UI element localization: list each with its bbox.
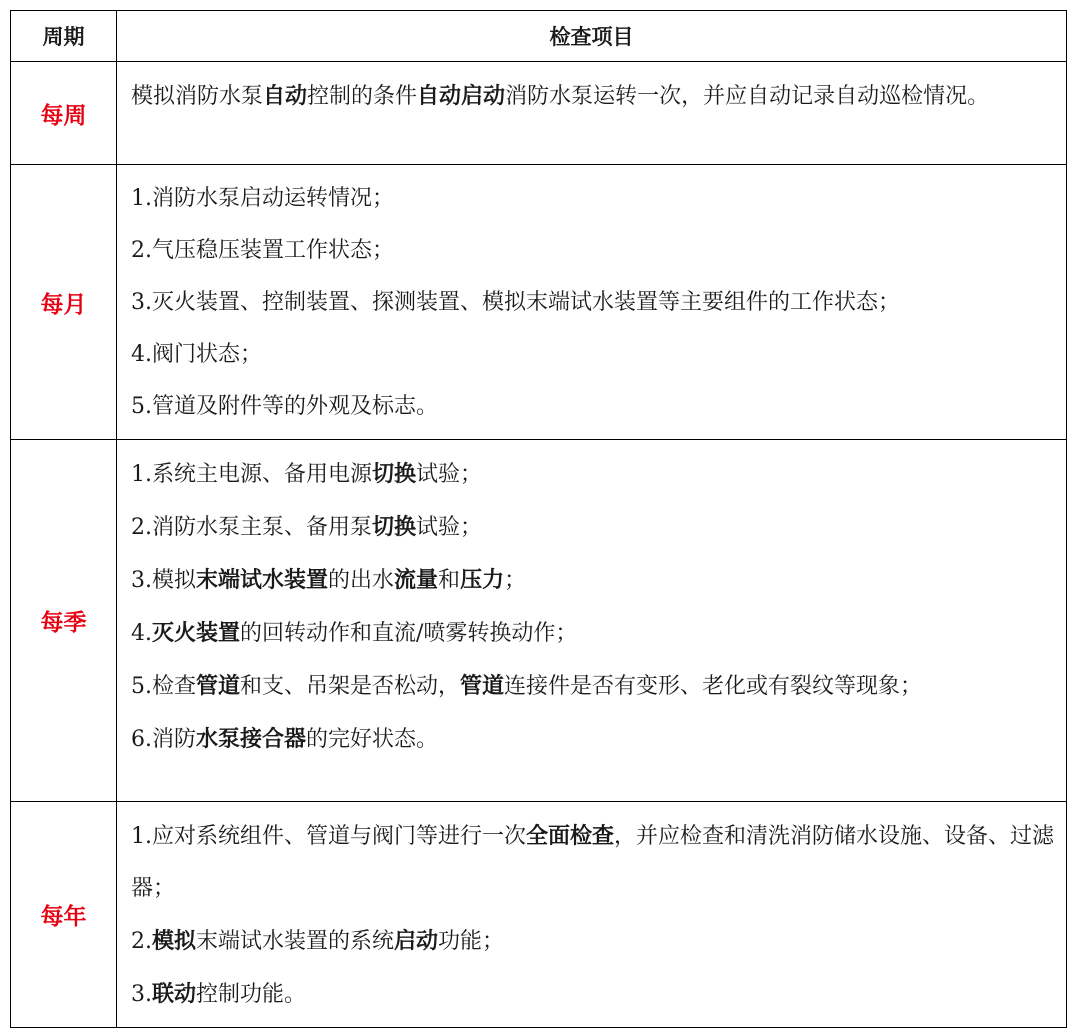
bold-text: 管道: [196, 673, 241, 699]
bold-text: 切换: [372, 461, 417, 487]
item-text: 试验；: [416, 515, 483, 540]
item-text: 3.灭火装置、控制装置、探测装置、模拟末端试水装置等主要组件的工作状态；: [131, 290, 900, 315]
item-line: [131, 554, 1060, 607]
item-text: 1.消防水泵启动运转情况；: [131, 186, 394, 211]
item-text: 2.: [131, 929, 152, 954]
table-body: [11, 62, 1067, 1028]
item-text: 的回转动作和直流/喷雾转换动作；: [240, 621, 578, 646]
item-text: 4.阀门状态；: [131, 342, 262, 367]
bold-text: 模拟: [152, 928, 197, 954]
bold-text: 压力: [460, 567, 505, 593]
header-period: 周期: [11, 11, 117, 62]
items-cell: [117, 62, 1067, 165]
item-text: 控制的条件: [307, 84, 418, 109]
item-line: [131, 915, 1060, 968]
item-text: 3.: [131, 982, 152, 1007]
bold-text: 全面检查: [526, 823, 615, 849]
item-line: [131, 225, 1060, 277]
bold-text: 启动: [394, 928, 439, 954]
header-items: 检查项目: [117, 11, 1067, 62]
item-line: [131, 810, 1060, 915]
bold-text: 管道: [460, 673, 505, 699]
item-line: [131, 660, 1060, 713]
bold-text: 联动: [152, 981, 197, 1007]
item-line: [131, 713, 1060, 766]
table-row: [11, 802, 1067, 1028]
item-text: 2.消防水泵主泵、备用泵: [131, 515, 372, 540]
item-text: 的出水: [328, 568, 395, 593]
item-text: 功能；: [438, 929, 505, 954]
item-text: 2.气压稳压装置工作状态；: [131, 238, 394, 263]
period-cell: 每季: [11, 440, 117, 802]
item-text: 末端试水装置的系统: [196, 929, 395, 954]
items-cell: [117, 165, 1067, 440]
table-row: [11, 165, 1067, 440]
bold-text: 流量: [394, 567, 439, 593]
item-text: 和: [438, 568, 461, 593]
table-row: [11, 440, 1067, 802]
item-text: ，并应检查和清洗消防储水设施、设备、过滤器；: [131, 824, 1055, 901]
item-text: 和支、吊架是否松动，: [240, 674, 461, 699]
item-line: [131, 501, 1060, 554]
bold-text: 末端试水装置: [196, 567, 329, 593]
bold-text: 水泵接合器: [196, 726, 307, 752]
item-line: [131, 968, 1060, 1021]
item-line: [131, 607, 1060, 660]
item-text: 模拟消防水泵: [131, 84, 264, 109]
item-text: 连接件是否有变形、老化或有裂纹等现象；: [504, 674, 923, 699]
item-text: ；: [504, 568, 527, 593]
item-text: 控制功能。: [196, 982, 307, 1007]
items-cell: [117, 802, 1067, 1028]
item-line: [131, 381, 1060, 433]
item-text: 试验；: [416, 462, 483, 487]
bold-text: 灭火装置: [152, 620, 241, 646]
item-text: 3.模拟: [131, 568, 196, 593]
item-line: [131, 329, 1060, 381]
item-text: 6.消防: [131, 727, 196, 752]
item-line: [131, 448, 1060, 501]
item-text: 1.系统主电源、备用电源: [131, 462, 372, 487]
period-cell: 每周: [11, 62, 117, 165]
period-cell: 每年: [11, 802, 117, 1028]
items-cell: [117, 440, 1067, 802]
header-row: [11, 11, 1067, 62]
item-text: 1.应对系统组件、管道与阀门等进行一次: [131, 824, 526, 849]
inspection-table: [10, 10, 1067, 1028]
item-text: 消防水泵运转一次，并应自动记录自动巡检情况。: [505, 84, 990, 109]
bold-text: 切换: [372, 514, 417, 540]
item-line: [131, 173, 1060, 225]
item-text: 5.管道及附件等的外观及标志。: [131, 394, 438, 419]
period-cell: 每月: [11, 165, 117, 440]
table-row: [11, 62, 1067, 165]
bold-text: 自动启动: [417, 83, 506, 109]
item-text: 5.检查: [131, 674, 196, 699]
item-text: 的完好状态。: [306, 727, 439, 752]
item-line: [131, 277, 1060, 329]
item-text: 4.: [131, 621, 152, 646]
bold-text: 自动: [263, 83, 308, 109]
item-line: [131, 70, 1060, 123]
